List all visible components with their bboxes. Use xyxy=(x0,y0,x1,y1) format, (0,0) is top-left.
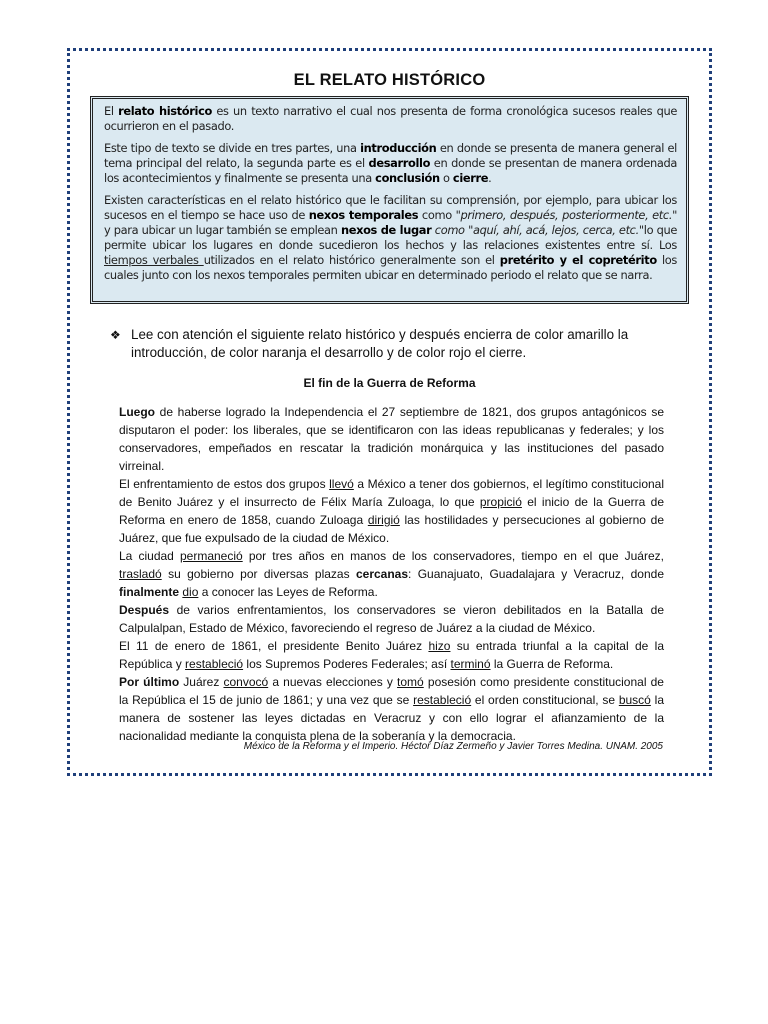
underlined-text: dirigió xyxy=(367,513,400,527)
text-run: su gobierno por diversas plazas xyxy=(161,567,356,581)
text-run: El 11 de enero de 1861, el presidente Benito Juárez xyxy=(119,639,429,653)
story-title: El fin de la Guerra de Reforma xyxy=(303,376,476,390)
story-paragraph xyxy=(119,547,664,601)
story-paragraph xyxy=(119,601,664,637)
text-run: de varios enfrentamientos, los conservadores se vieron debilitados en la Batalla de Calpulalpan, Estado de México, favoreciendo el regreso de Juárez a la ciudad de México. xyxy=(119,603,664,635)
underlined-text: llevó xyxy=(329,477,354,491)
text-run: su entrada triunfal a la capital de la República y xyxy=(119,639,665,671)
text-run: las hostilidades y persecuciones al gobierno de Juárez, que fue expulsado de la ciudad de México. xyxy=(119,513,664,545)
text-run: : Guanajuato, Guadalajara y Veracruz, donde xyxy=(408,567,664,581)
text-run: lo que permite ubicar los lugares en donde sucedieron los hechos y las relaciones existentes entre sí. Los xyxy=(104,223,678,252)
text-run: los Supremos Poderes Federales; así xyxy=(243,657,451,671)
underlined-text: tomó xyxy=(397,675,424,689)
bold-text: cercanas xyxy=(355,567,409,581)
text-run: a México a tener dos gobiernos, el legítimo constitucional de Benito Juárez y el insurrecto de Félix María Zuloaga, lo que xyxy=(119,477,665,509)
story-body xyxy=(119,403,664,745)
underlined-text: hizo xyxy=(428,639,451,653)
text-run: posesión como presidente constitucional de la República el 15 de junio de 1861; y una vez que se xyxy=(119,675,664,707)
info-paragraph xyxy=(104,141,677,186)
text-run: por tres años en manos de los conservadores, tiempo en el que Juárez, xyxy=(242,549,664,563)
instruction xyxy=(110,326,670,362)
bold-text: desarrollo xyxy=(368,156,431,170)
text-run: la Guerra de Reforma. xyxy=(490,657,614,671)
text-run: y para ubicar un lugar también se emplean xyxy=(104,223,341,237)
bold-text: Luego xyxy=(119,405,155,419)
text-run: utilizados en el relato histórico generalmente son el xyxy=(203,253,500,267)
bold-text: introducción xyxy=(360,141,437,155)
underlined-text: restableció xyxy=(185,657,244,671)
underlined-text: terminó xyxy=(450,657,491,671)
text-run: de haberse logrado la Independencia el 27 septiembre de 1821, dos grupos antagónicos se disputaron el poder: los liberales, que se identificaron con las ideas republicanas y federales; y los conservadores, empeñados en rescatar la tradición monárquica y las instituciones del pasado virreinal. xyxy=(119,405,664,473)
bold-text: Por último xyxy=(119,675,180,689)
instruction-text: Lee con atención el siguiente relato histórico y después encierra de color amarillo la introducción, de color naranja el desarrollo y de color rojo el cierre. xyxy=(131,327,629,360)
page-frame xyxy=(67,48,712,776)
text-run: a nuevas elecciones y xyxy=(268,675,398,689)
text-run: es un texto narrativo el cual nos presenta de forma cronológica sucesos reales que ocurrieron en el pasado. xyxy=(104,104,677,133)
page-title: EL RELATO HISTÓRICO xyxy=(293,71,486,89)
bold-text: pretérito y el copretérito xyxy=(499,253,657,267)
text-run: los cuales junto con los nexos temporales permiten ubicar en determinado periodo el relato que se narra. xyxy=(104,253,677,282)
text-run: como xyxy=(418,208,456,222)
info-paragraph xyxy=(104,104,677,134)
text-run: El xyxy=(104,104,119,118)
text-run: a conocer las Leyes de Reforma. xyxy=(198,585,378,599)
underlined-text: trasladó xyxy=(119,567,162,581)
italic-text: "primero, después, posteriormente, etc." xyxy=(455,208,677,222)
underlined-text: propició xyxy=(479,495,522,509)
citation: México de la Reforma y el Imperio. Héctor Díaz Zermeño y Javier Torres Medina. UNAM. 2005 xyxy=(243,741,663,752)
info-box xyxy=(90,96,689,304)
italic-text: como "aquí, ahí, acá, lejos, cerca, etc." xyxy=(434,223,644,237)
text-run: Juárez xyxy=(179,675,224,689)
underlined-text: restableció xyxy=(413,693,472,707)
story-paragraph xyxy=(119,637,664,673)
bold-text: relato histórico xyxy=(118,104,212,118)
bold-text: cierre xyxy=(452,171,489,185)
text-run: El enfrentamiento de estos dos grupos xyxy=(119,477,330,491)
underlined-text: permaneció xyxy=(179,549,243,563)
underlined-text: convocó xyxy=(223,675,269,689)
text-run: o xyxy=(439,171,453,185)
text-run: Este tipo de texto se divide en tres partes, una xyxy=(104,141,361,155)
underlined-text: buscó xyxy=(618,693,651,707)
underlined-text: tiempos verbales xyxy=(104,253,204,267)
text-run: . xyxy=(488,171,492,185)
text-run: la manera de sostener las leyes dictadas en Veracruz y con ello lograr el afianzamiento de la nacionalidad mediante la conquista plena de la soberanía y la democracia. xyxy=(119,693,664,743)
story-paragraph xyxy=(119,403,664,475)
bold-text: finalmente xyxy=(119,585,180,599)
text-run: en donde se presenta de manera general el tema principal del relato, la segunda parte es el xyxy=(104,141,678,170)
story-paragraph xyxy=(119,673,664,745)
text-run: La ciudad xyxy=(119,549,180,563)
text-run: el orden constitucional, se xyxy=(471,693,619,707)
text-run: el inicio de la Guerra de Reforma en enero de 1858, cuando Zuloaga xyxy=(119,495,664,527)
text-run: en donde se presentan de manera ordenada los acontecimientos y finalmente se presenta una xyxy=(104,156,678,185)
bold-text: nexos temporales xyxy=(308,208,419,222)
info-paragraph xyxy=(104,193,677,283)
diamond-bullet-icon: ❖ xyxy=(110,328,121,342)
underlined-text: dio xyxy=(182,585,199,599)
bold-text: conclusión xyxy=(375,171,440,185)
bold-text: nexos de lugar xyxy=(340,223,432,237)
bold-text: Después xyxy=(119,603,170,617)
story-paragraph xyxy=(119,475,664,547)
text-run: Existen características en el relato histórico que le facilitan su comprensión, por ejemplo, para ubicar los sucesos en el tiempo se hace uso de xyxy=(104,193,677,222)
